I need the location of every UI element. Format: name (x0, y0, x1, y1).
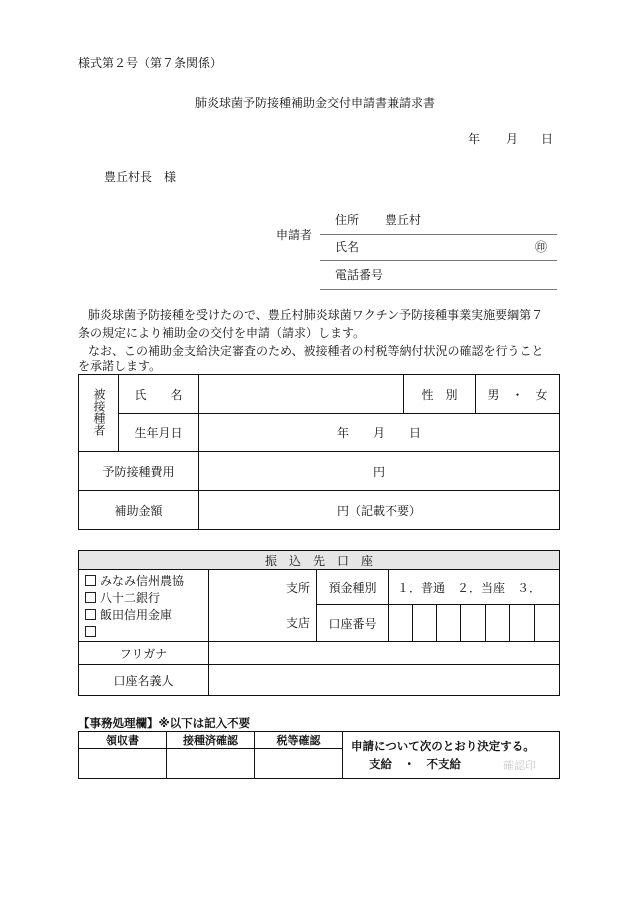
name-field[interactable] (199, 375, 404, 414)
checkbox-icon[interactable] (85, 609, 96, 620)
bank-option-3[interactable]: 飯田信用金庫 (85, 607, 208, 624)
deposit-type-header: 預金種別 (317, 570, 389, 605)
receipt-cell[interactable] (79, 749, 167, 779)
tax-check-cell[interactable] (255, 749, 343, 779)
receipt-header: 領収書 (79, 732, 167, 749)
vaccination-check-cell[interactable] (167, 749, 255, 779)
body-line-2: 条の規定により補助金の交付を申請（請求）します。 (78, 326, 366, 340)
account-digit[interactable] (461, 605, 486, 642)
bank-option-4[interactable] (85, 624, 208, 641)
dob-header: 生年月日 (119, 414, 199, 452)
holder-field[interactable] (209, 665, 560, 696)
bank-option-1[interactable]: みなみ信州農協 (85, 573, 208, 590)
applicant-label: 申請者 (276, 228, 313, 242)
holder-header: 口座名義人 (79, 665, 209, 696)
cost-field[interactable]: 円 (199, 452, 560, 491)
bank-options (79, 570, 209, 642)
branch-label-2: 支店 (209, 605, 317, 642)
account-number-header: 口座番号 (317, 605, 389, 642)
account-digit[interactable] (486, 605, 510, 642)
address-label: 住所 (335, 213, 360, 227)
bank-option-2[interactable]: 八十二銀行 (85, 590, 208, 607)
date-month: 月 (506, 132, 519, 146)
checkbox-icon[interactable] (85, 575, 96, 586)
office-heading: 【事務処理欄】※以下は記入不要 (78, 716, 251, 730)
checkbox-icon[interactable] (85, 592, 96, 603)
subsidy-header: 補助金額 (79, 491, 199, 530)
checkbox-icon[interactable] (85, 626, 96, 637)
applicant-info-table (78, 374, 560, 530)
subsidy-field: 円（記載不要） (199, 491, 560, 530)
account-digit[interactable] (535, 605, 560, 642)
branch-label-1: 支所 (209, 570, 317, 605)
seal-mark: ㊞ (535, 240, 548, 254)
furigana-header: フリガナ (79, 642, 209, 665)
stamp-text: 確認印 (503, 759, 536, 772)
addressee: 豊丘村長 様 (104, 170, 177, 184)
name-header: 氏 名 (119, 375, 199, 414)
vaccination-check-header: 接種済確認 (167, 732, 255, 749)
account-digit[interactable] (510, 605, 535, 642)
phone-underline (320, 289, 557, 290)
decision-line: 申請について次のとおり決定する。 (351, 739, 535, 753)
deposit-type-choice[interactable]: １．普通 ２．当座 ３． (389, 570, 560, 605)
phone-label: 電話番号 (335, 268, 384, 282)
body-line-4: を承諾します。 (78, 359, 162, 373)
furigana-field[interactable] (209, 642, 560, 665)
tax-check-header: 税等確認 (255, 732, 343, 749)
name-underline (320, 260, 557, 261)
vaccinee-header: 被接種者 (79, 375, 119, 452)
form-number: 様式第２号（第７条関係） (78, 56, 223, 70)
address-underline (320, 234, 557, 235)
account-digit[interactable] (413, 605, 437, 642)
office-table (78, 731, 560, 779)
body-line-1: 肺炎球菌予防接種を受けたので、豊丘村肺炎球菌ワクチン予防接種事業実施要綱第７ (88, 308, 544, 322)
bank-account-table (78, 550, 560, 696)
form-title: 肺炎球菌予防接種補助金交付申請書兼請求書 (195, 96, 436, 110)
gender-choice[interactable]: 男 ・ 女 (476, 375, 560, 414)
account-digit[interactable] (437, 605, 461, 642)
name-label: 氏名 (335, 240, 360, 254)
bank-header: 振 込 先 口 座 (79, 551, 560, 570)
decision-options[interactable]: 支給 ・ 不支給 (369, 757, 461, 771)
date-year: 年 (468, 132, 481, 146)
dob-field[interactable]: 年 月 日 (199, 414, 560, 452)
gender-header: 性 別 (404, 375, 476, 414)
body-line-3: なお、この補助金支給決定審査のため、被接種者の村税等納付状況の確認を行うこと (88, 344, 544, 358)
account-digit[interactable] (389, 605, 413, 642)
date-day: 日 (541, 132, 554, 146)
cost-header: 予防接種費用 (79, 452, 199, 491)
address-value: 豊丘村 (385, 213, 422, 227)
decision-cell (343, 732, 560, 779)
